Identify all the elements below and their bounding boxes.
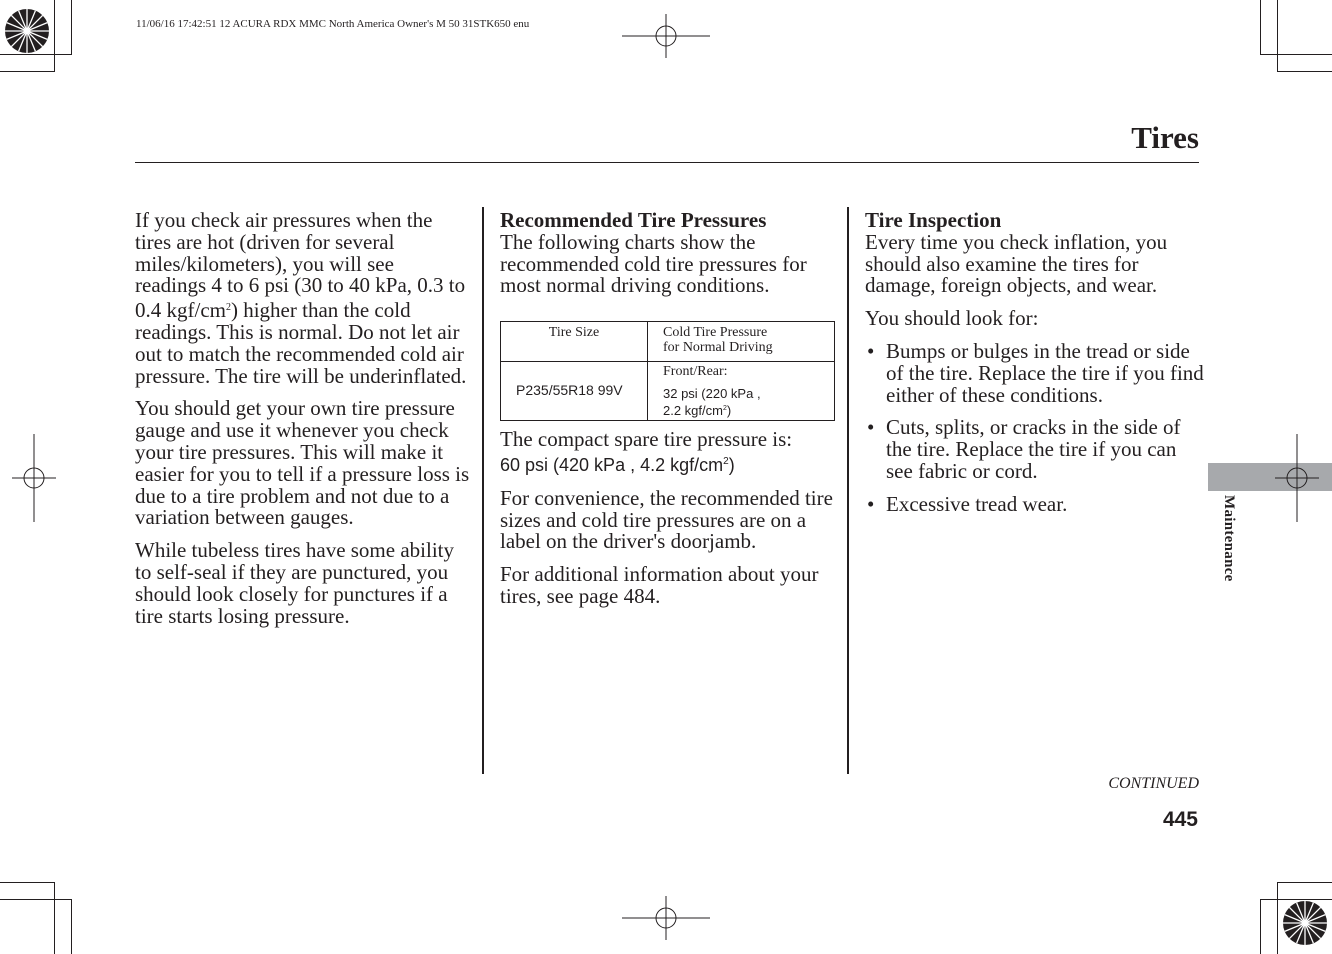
- column-divider: [482, 207, 484, 774]
- column-tire-inspection: [865, 210, 1205, 527]
- print-stamp: 11/06/16 17:42:51 12 ACURA RDX MMC North America Owner's M 50 31STK650 enu: [136, 18, 530, 30]
- crosshair-left-middle: [12, 434, 56, 522]
- look-for-label: You should look for:: [865, 306, 1039, 331]
- column-divider: [847, 207, 849, 774]
- inspection-list: [865, 338, 1205, 516]
- table-cell-tire-size: P235/55R18 99V: [501, 362, 648, 421]
- page-number: 445: [1162, 808, 1198, 831]
- crosshair-right-middle: [1275, 434, 1319, 522]
- tire-pressure-table: [500, 321, 835, 421]
- column-hot-tire-readings: [135, 210, 470, 638]
- page-title: Tires: [1131, 120, 1199, 155]
- registration-target-bottom-right: [1278, 896, 1332, 950]
- spare-tire-paragraph: The compact spare tire pressure is: 60 psi (420 kPa , 4.2 kgf/$cm^2$): [500, 427, 793, 475]
- crosshair-bottom-center: [622, 896, 710, 940]
- hot-pressure-paragraph: If you check air pressures when the tires are hot (driven for several miles/kilometers), you will see readings 4 to 6 psi (30 to 40 kPa, 0.3 to 0.4 kgf/$cm^2$) higher than the cold readings. This is normal. Do not let air out to match the recommended cold air pressure. The tire will be underinflated.: [135, 208, 467, 388]
- list-item: • Excessive tread wear.: [867, 491, 1068, 516]
- pressure-gauge-paragraph: You should get your own tire pressure gauge and use it whenever you check your tire pressures. This will make it easier for you to tell if a pressure loss is due to a tire problem and not due to a variation between gauges.: [135, 396, 470, 530]
- tire-inspection-heading: Tire Inspection: [865, 208, 1002, 232]
- table-cell-pressure: Front/Rear: 32 psi (220 kPa , 2.2 kgf/$cm^2$): [648, 362, 835, 421]
- table-header-row: [501, 322, 835, 362]
- tire-inspection-intro: Every time you check inflation, you should also examine the tires for damage, foreign objects, and wear.: [865, 229, 1168, 298]
- spare-tire-pressure-value: 60 psi (420 kPa , 4.2 kgf/$cm^2$): [500, 454, 735, 475]
- additional-info-paragraph: For additional information about your tires, see page 484.: [500, 562, 819, 608]
- crosshair-top-center: [622, 14, 710, 58]
- convenience-paragraph: For convenience, the recommended tire sizes and cold tire pressures are on a label on the driver's doorjamb.: [500, 485, 833, 554]
- recommended-pressures-intro: The following charts show the recommended cold tire pressures for most normal driving conditions.: [500, 229, 807, 298]
- section-tab-label: Maintenance: [1221, 495, 1237, 582]
- continued-label: CONTINUED: [1108, 775, 1199, 792]
- table-header-tire-size: Tire Size: [501, 322, 648, 362]
- recommended-pressures-heading: Recommended Tire Pressures: [500, 208, 767, 232]
- list-item: • Bumps or bulges in the tread or side of the tire. Replace the tire if you find either of these conditions.: [867, 338, 1204, 407]
- list-item: • Cuts, splits, or cracks in the side of the tire. Replace the tire if you can see fabric or cord.: [867, 415, 1181, 483]
- registration-target-top-left: [0, 4, 54, 58]
- column-recommended-pressures: [500, 210, 838, 619]
- table-row: [501, 362, 835, 421]
- title-rule: [135, 162, 1199, 163]
- table-header-cold-pressure: Cold Tire Pressure for Normal Driving: [648, 322, 835, 362]
- tubeless-tires-paragraph: While tubeless tires have some ability to self-seal if they are punctured, you should look closely for punctures if a tire starts losing pressure.: [135, 538, 454, 628]
